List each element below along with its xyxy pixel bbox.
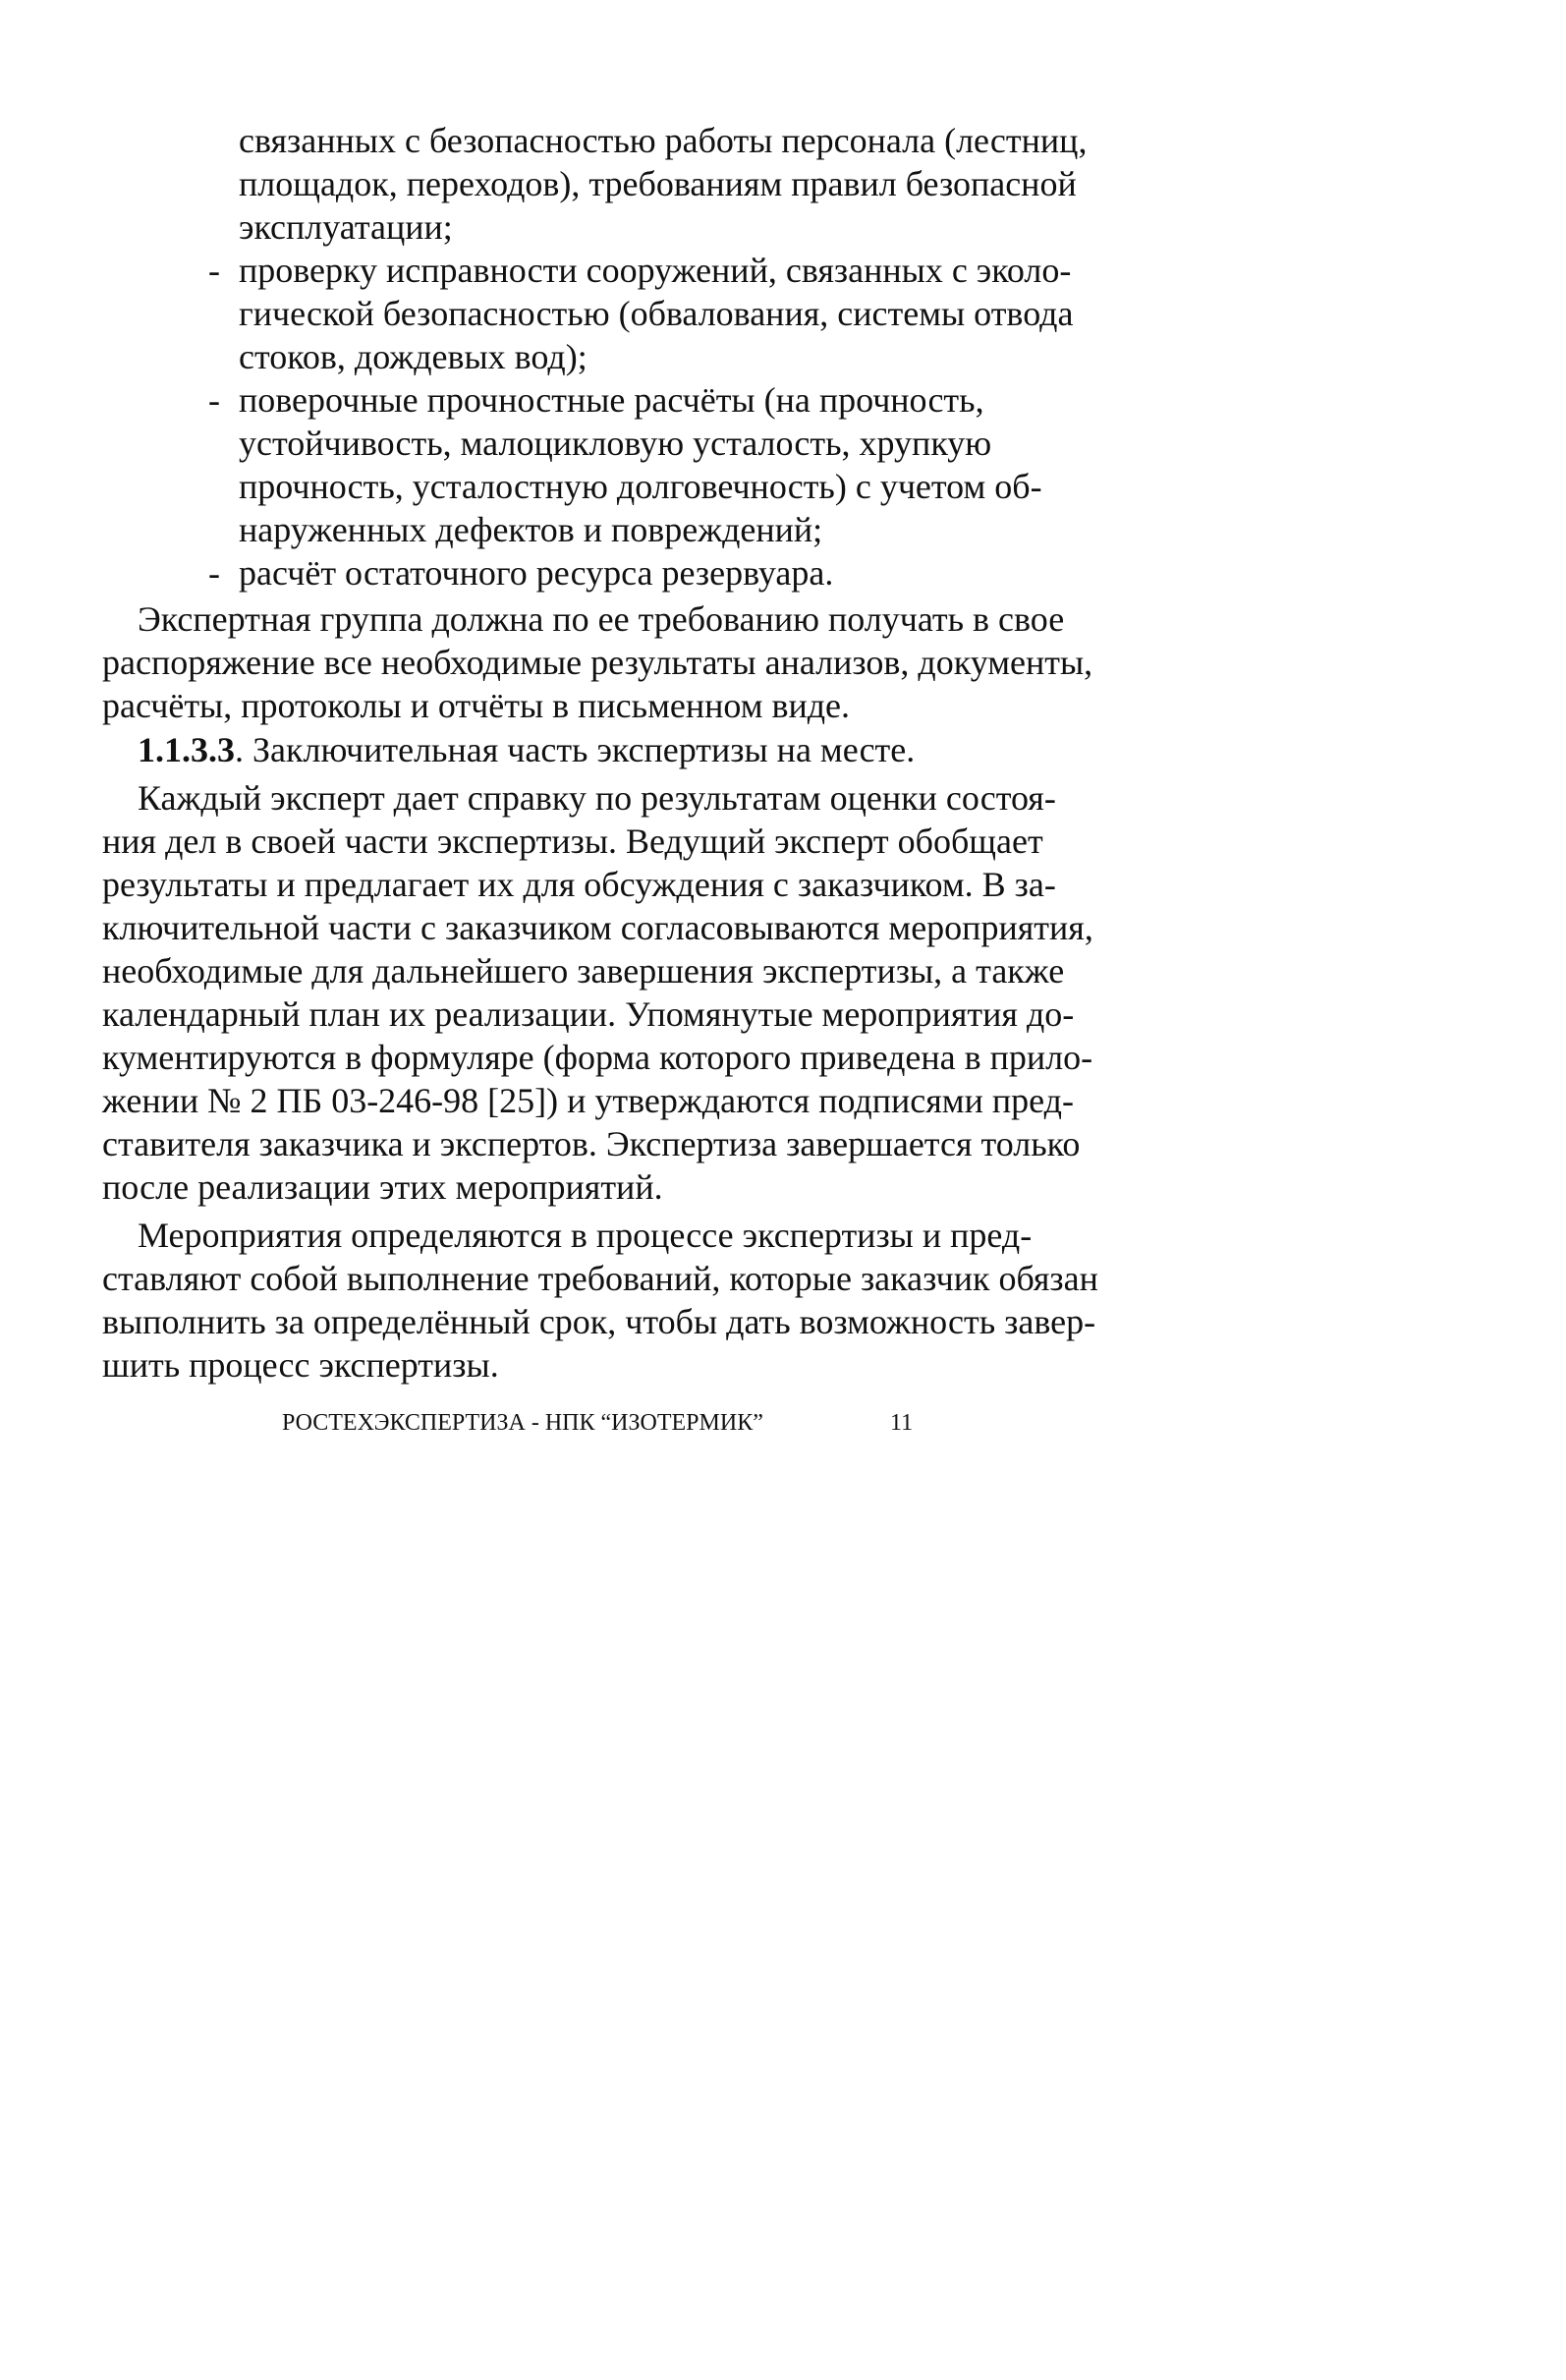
paragraph-line: Мероприятия определяются в процессе экспертизы и пред- — [138, 1216, 1033, 1255]
paragraph-line: после реализации этих мероприятий. — [102, 1167, 663, 1207]
footer-publisher: РОСТЕХЭКСПЕРТИЗА - НПК “ИЗОТЕРМИК” — [282, 1410, 763, 1436]
paragraph-line: ставляют собой выполнение требований, которые заказчик обязан — [102, 1259, 1098, 1298]
paragraph-line: календарный план их реализации. Упомянутые мероприятия до- — [102, 994, 1075, 1034]
bullet-line: расчёт остаточного ресурса резервуара. — [239, 553, 834, 593]
document-page — [0, 0, 1098, 1529]
page-number: 11 — [890, 1410, 914, 1436]
bullet-dash: - — [208, 380, 220, 420]
paragraph-line: кументируются в формуляре (форма которого приведена в прило- — [102, 1038, 1093, 1077]
bullet-dash: - — [208, 553, 220, 593]
paragraph-line: расчёты, протоколы и отчёты в письменном виде. — [102, 686, 851, 725]
bullet-line: устойчивость, малоцикловую усталость, хрупкую — [239, 424, 992, 463]
paragraph-line: распоряжение все необходимые результаты анализов, документы, — [102, 643, 1093, 682]
bullet-dash: - — [208, 251, 220, 290]
list-continuation-line: связанных с безопасностью работы персонала (лестниц, — [239, 121, 1088, 160]
paragraph-line: необходимые для дальнейшего завершения экспертизы, а также — [102, 951, 1065, 991]
paragraph-line: Экспертная группа должна по ее требованию получать в свое — [138, 599, 1065, 639]
paragraph-line: ставителя заказчика и экспертов. Экспертиза завершается только — [102, 1124, 1081, 1163]
bullet-line: прочность, усталостную долговечность) с учетом об- — [239, 467, 1042, 506]
paragraph-line: шить процесс экспертизы. — [102, 1345, 499, 1385]
list-continuation-line: площадок, переходов), требованиям правил безопасной — [239, 164, 1077, 203]
paragraph-line: ключительной части с заказчиком согласовываются мероприятия, — [102, 908, 1093, 947]
paragraph-line: жении № 2 ПБ 03-246-98 [25]) и утверждаются подписями пред- — [102, 1081, 1074, 1120]
bullet-line: стоков, дождевых вод); — [239, 337, 587, 376]
list-continuation-line: эксплуатации; — [239, 207, 453, 247]
paragraph-line: выполнить за определённый срок, чтобы дать возможность завер- — [102, 1302, 1096, 1341]
bullet-line: поверочные прочностные расчёты (на прочность, — [239, 380, 984, 420]
bullet-line: гической безопасностью (обвалования, системы отвода — [239, 294, 1074, 333]
bullet-line: проверку исправности сооружений, связанных с эколо- — [239, 251, 1072, 290]
section-heading — [138, 728, 915, 771]
section-title: . Заключительная часть экспертизы на месте. — [235, 730, 916, 769]
bullet-line: наруженных дефектов и повреждений; — [239, 510, 823, 549]
paragraph-line: ния дел в своей части экспертизы. Ведущий эксперт обобщает — [102, 822, 1043, 861]
paragraph-line: Каждый эксперт дает справку по результатам оценки состоя- — [138, 778, 1056, 818]
section-number: 1.1.3.3 — [138, 730, 235, 769]
paragraph-line: результаты и предлагает их для обсуждения с заказчиком. В за- — [102, 865, 1056, 904]
